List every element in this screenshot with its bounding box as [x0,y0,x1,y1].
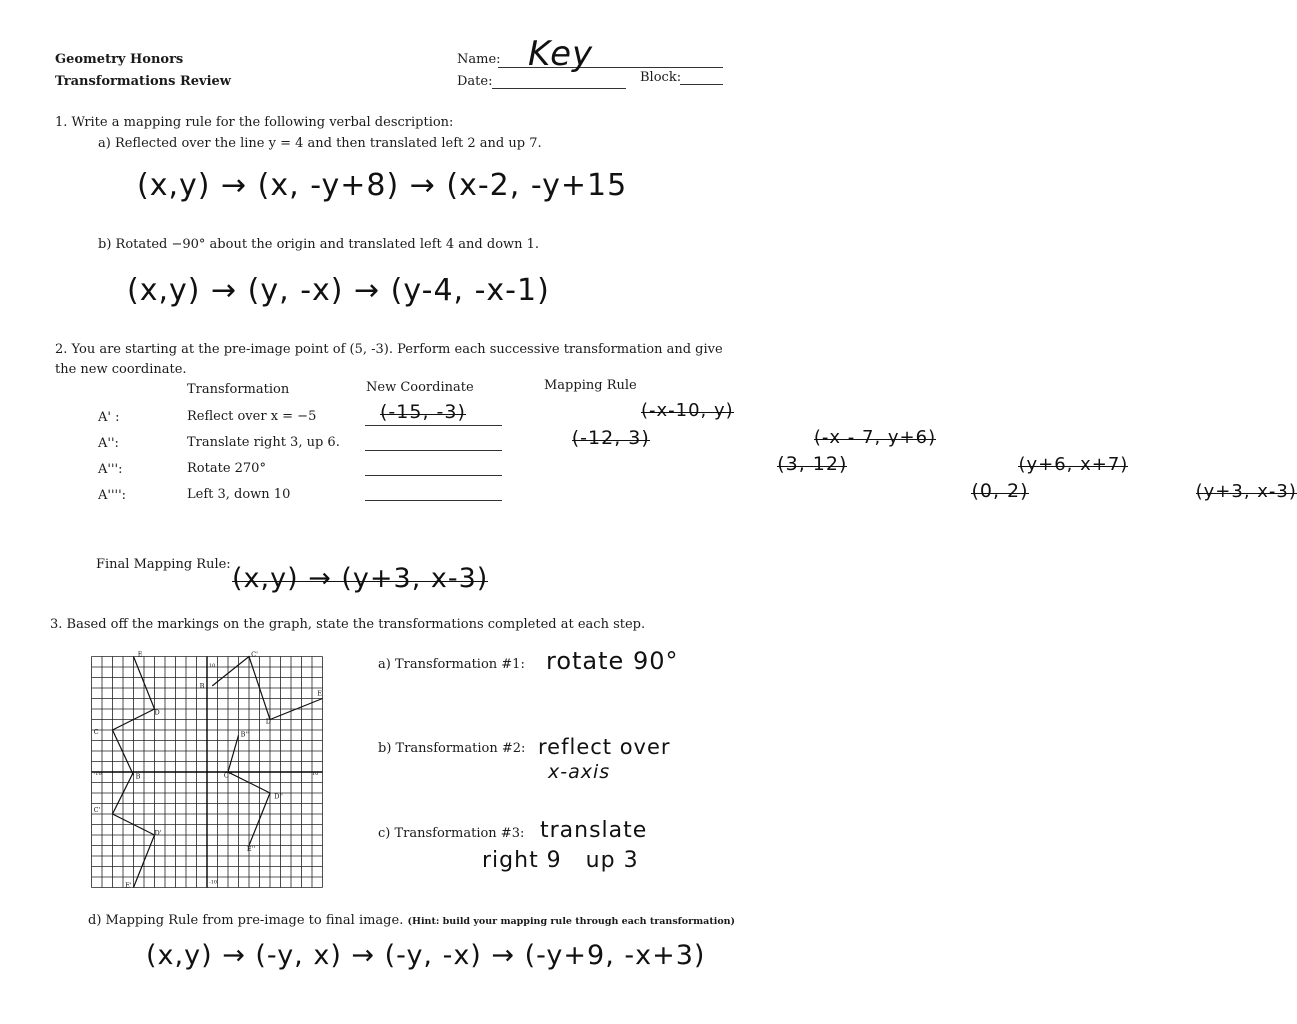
label-D-left: D [154,708,160,717]
q2-row2-line [365,450,502,451]
q1-prompt: 1. Write a mapping rule for the following verbal description: [55,115,454,130]
q2-row1-coordinate: (-15, -3) [380,401,466,423]
name-label: Name: [457,52,501,67]
q2-row1-rule: (-x-10, y) [640,400,734,421]
q2-row3-label: A''': [98,462,123,477]
q2-col-rule: Mapping Rule [544,378,637,393]
q3c-answer-line1: translate [540,818,648,843]
graph-labels [94,651,323,890]
y-pos-label: 10 [209,663,216,669]
q2-row2-coordinate: (-12, 3) [571,427,650,449]
q2-row4-rule: (y+3, x-3) [1195,481,1297,502]
x-pos-label: 10 [312,771,319,777]
q1b-answer: (x,y) → (y, -x) → (y-4, -x-1) [127,273,550,308]
label-C-left: C [93,728,99,737]
q3c-answer-line2: right 9 up 3 [482,848,639,873]
q2-row3-rule: (y+6, x+7) [1018,454,1129,475]
q2-row3-transformation: Rotate 270° [187,461,266,476]
q1b-text: b) Rotated −90° about the origin and translated left 4 and down 1. [98,237,540,252]
q2-row4-line [365,500,502,501]
label-Epp: E'' [246,844,256,853]
q2-row4-transformation: Left 3, down 10 [187,487,291,502]
label-B-top: B [199,682,205,690]
q1a-text: a) Reflected over the line y = 4 and then translated left 2 and up 7. [98,136,542,151]
q3-prompt: 3. Based off the markings on the graph, state the transformations completed at each step. [50,617,646,632]
date-line [492,88,626,89]
label-B-left: B [135,772,141,781]
coordinate-graph [88,650,338,895]
q2-row4-coordinate: (0, 2) [971,480,1029,502]
label-Dpp: D'' [274,792,283,801]
q1a-answer: (x,y) → (x, -y+8) → (x-2, -y+15 [137,168,628,203]
q3d-answer: (x,y) → (-y, x) → (-y, -x) → (-y+9, -x+3) [146,940,706,971]
label-Dp: D' [154,829,162,837]
label-Cp: C' [93,805,101,814]
label-E-top: E [317,689,322,698]
q3c-label: c) Transformation #3: [378,826,525,841]
q2-row1-line [365,425,502,426]
q3d-label [88,913,735,928]
q2-final-label: Final Mapping Rule: [96,557,231,572]
label-Bpp: B'' [240,730,249,739]
q2-final-answer: (x,y) → (y+3, x-3) [232,563,489,594]
q2-row1-transformation: Reflect over x = −5 [187,409,317,424]
date-label: Date: [457,74,493,89]
block-label: Block: [640,70,682,85]
label-Cpp: C'' [223,771,233,780]
q3d-hint: (Hint: build your mapping rule through each transformation) [407,916,736,927]
q2-row2-transformation: Translate right 3, up 6. [187,435,340,450]
q2-col-coordinate: New Coordinate [366,380,474,395]
block-line [680,84,723,85]
q2-row3-line [365,475,502,476]
course-title: Geometry Honors [55,52,184,67]
q3b-label: b) Transformation #2: [378,741,526,756]
q2-row2-rule: (-x - 7, y+6) [813,427,937,448]
graph-axes [92,657,323,888]
label-Ep: E' [125,881,132,890]
q2-row3-coordinate: (3, 12) [777,453,848,475]
label-D-top: D [265,717,272,726]
worksheet-title: Transformations Review [55,74,232,89]
label-E-left: E [137,650,143,659]
q3d-text: d) Mapping Rule from pre-image to final image. [88,913,404,928]
q2-row2-label: A'': [98,436,119,451]
q2-col-transformation: Transformation [187,382,290,397]
y-neg-label: -10 [209,879,218,886]
q3b-answer-line1: reflect over [538,735,671,759]
label-Cp-top: C' [251,650,258,659]
q2-row4-label: A'''': [98,488,127,503]
q2-row1-label: A' : [98,410,120,425]
name-value: Key [528,34,594,74]
q2-prompt: 2. You are starting at the pre-image point of (5, -3). Perform each successive transformation and give the new coordinate. [55,342,723,377]
q3a-label: a) Transformation #1: [378,657,525,672]
q3a-answer: rotate 90° [546,647,679,675]
q3b-answer-line2: x-axis [548,761,611,783]
x-neg-label: -10 [93,771,102,777]
